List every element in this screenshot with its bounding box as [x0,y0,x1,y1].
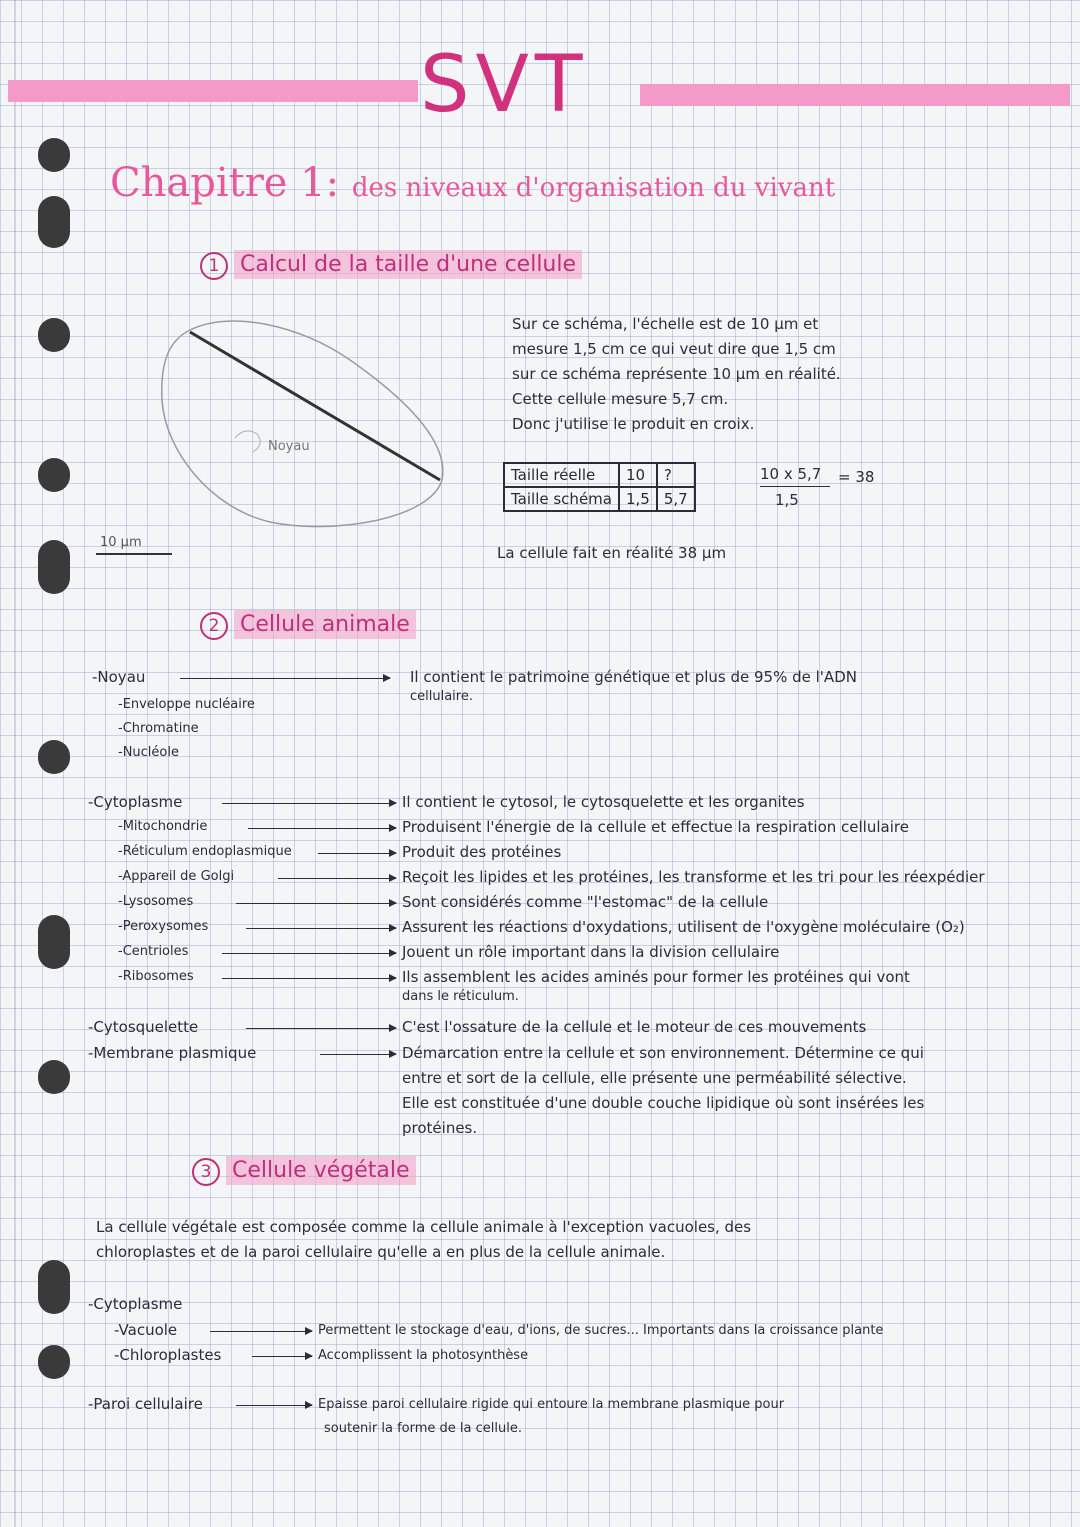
arrow [248,828,396,829]
binder-hole [38,1260,70,1314]
arrow [222,953,396,954]
cell-drawing [150,300,450,540]
desc-peroxysomes: Assurent les réactions d'oxydations, utilisent de l'oxygène moléculaire (O₂) [402,918,965,936]
nucleus-label: Noyau [268,439,310,454]
desc-ribosomes-cont: dans le réticulum. [402,989,519,1004]
binder-hole [38,540,70,594]
desc-noyau: Il contient le patrimoine génétique et plus de 95% de l'ADN [410,668,857,686]
binder-hole [38,458,70,492]
arrow [222,803,396,804]
desc-paroi-cont: soutenir la forme de la cellule. [324,1421,522,1436]
section-number: 1 [200,252,228,280]
calc-denominator: 1,5 [775,491,799,509]
chapter-title: des niveaux d'organisation du vivant [351,173,836,203]
arrow [252,1356,312,1357]
scale-label: 10 µm [100,535,142,550]
page-title: SVT [420,40,589,130]
section-number: 2 [200,612,228,640]
label-centrioles: -Centrioles [118,944,189,959]
table-cell: ? [657,463,695,487]
binder-hole [38,196,70,248]
section-title: Calcul de la taille d'une cellule [234,250,582,279]
binder-hole [38,740,70,774]
sub-item: -Nucléole [118,745,179,760]
arrow [278,878,396,879]
label-mitochondrie: -Mitochondrie [118,819,208,834]
section-title: Cellule animale [234,610,416,639]
label-ribosomes: -Ribosomes [118,969,194,984]
fraction-bar [760,486,830,487]
arrow [236,903,396,904]
measurement-line [190,332,440,480]
explanation-text [512,312,841,437]
sub-item: -Enveloppe nucléaire [118,697,255,712]
section-3-heading [192,1158,416,1186]
title-underline-left [8,80,418,102]
label-lysosomes: -Lysosomes [118,894,194,909]
title-underline-right [640,84,1070,106]
margin-line [14,0,16,1527]
desc-chloroplastes: Accomplissent la photosynthèse [318,1348,529,1363]
desc-golgi: Reçoit les lipides et les protéines, les transforme et les tri pour les réexpédier [402,868,985,886]
table-cell: 10 [619,463,657,487]
calc-result: = 38 [838,468,875,486]
binder-hole [38,318,70,352]
section-title: Cellule végétale [226,1156,416,1185]
section-1-heading [200,252,582,280]
table-cell: Taille schéma [504,487,619,511]
scale-bar [96,553,172,555]
arrow [246,928,396,929]
section-2-heading [200,612,416,640]
desc-centrioles: Jouent un rôle important dans la division cellulaire [402,943,780,961]
desc-noyau-cont: cellulaire. [410,689,473,704]
arrow [236,1405,312,1406]
label-peroxysomes: -Peroxysomes [118,919,209,934]
desc-mitochondrie: Produisent l'énergie de la cellule et effectue la respiration cellulaire [402,818,909,836]
arrow [180,678,390,679]
table-row [504,463,695,487]
binder-hole [38,915,70,969]
desc-membrane [402,1041,924,1141]
label-cytosquelette: -Cytosquelette [88,1018,199,1036]
label-chloroplastes: -Chloroplastes [114,1346,222,1364]
binder-hole [38,1060,70,1094]
text-line: mesure 1,5 cm ce qui veut dire que 1,5 cm [512,340,836,358]
label-reticulum: -Réticulum endoplasmique [118,844,292,859]
chapter-number: Chapitre 1: [110,160,340,206]
desc-cytoplasme: Il contient le cytosol, le cytosquelette et les organites [402,793,805,811]
label-golgi: -Appareil de Golgi [118,869,235,884]
intro-line: La cellule végétale est composée comme la cellule animale à l'exception vacuoles, des [96,1218,752,1236]
text-line: protéines. [402,1119,478,1137]
text-line: Cette cellule mesure 5,7 cm. [512,390,729,408]
binder-hole [38,1345,70,1379]
label-paroi: -Paroi cellulaire [88,1395,203,1413]
cross-product-table [503,462,696,512]
text-line: Donc j'utilise le produit en croix. [512,415,755,433]
desc-paroi: Epaisse paroi cellulaire rigide qui entoure la membrane plasmique pour [318,1397,785,1412]
desc-cytosquelette: C'est l'ossature de la cellule et le moteur de ces mouvements [402,1018,867,1036]
table-cell: Taille réelle [504,463,619,487]
binder-hole [38,138,70,172]
table-cell: 1,5 [619,487,657,511]
desc-ribosomes: Ils assemblent les acides aminés pour former les protéines qui vont [402,968,910,986]
conclusion: La cellule fait en réalité 38 µm [497,544,727,562]
label-vacuole: -Vacuole [114,1321,178,1339]
arrow [210,1331,312,1332]
label-membrane: -Membrane plasmique [88,1044,257,1062]
chapter-heading [110,160,835,206]
label-cytoplasme: -Cytoplasme [88,793,183,811]
arrow [318,853,396,854]
table-cell: 5,7 [657,487,695,511]
label-cytoplasme-vegetal: -Cytoplasme [88,1295,183,1313]
section-number: 3 [192,1158,220,1186]
arrow [222,978,396,979]
sub-item: -Chromatine [118,721,199,736]
arrow [246,1028,396,1029]
table-row [504,487,695,511]
intro-line: chloroplastes et de la paroi cellulaire qu'elle a en plus de la cellule animale. [96,1243,666,1261]
desc-lysosomes: Sont considérés comme "l'estomac" de la cellule [402,893,769,911]
calc-numerator: 10 x 5,7 [760,465,822,483]
text-line: Démarcation entre la cellule et son environnement. Détermine ce qui [402,1044,924,1062]
label-noyau: -Noyau [92,668,146,686]
text-line: Sur ce schéma, l'échelle est de 10 µm et [512,315,819,333]
desc-reticulum: Produit des protéines [402,843,562,861]
text-line: entre et sort de la cellule, elle présente une perméabilité sélective. [402,1069,907,1087]
text-line: sur ce schéma représente 10 µm en réalité. [512,365,841,383]
text-line: Elle est constituée d'une double couche lipidique où sont insérées les [402,1094,925,1112]
desc-vacuole: Permettent le stockage d'eau, d'ions, de sucres... Importants dans la croissance plante [318,1323,884,1338]
arrow [320,1054,396,1055]
